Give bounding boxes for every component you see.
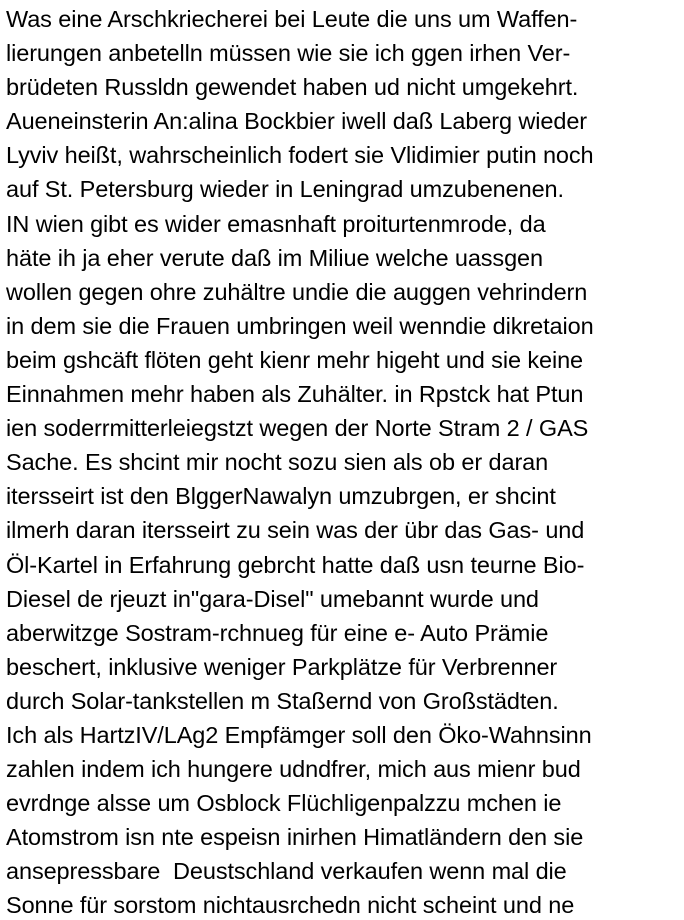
- text-line: beim gshcäft flöten geht kienr mehr higeht und sie keine: [6, 346, 584, 373]
- text-line: durch Solar-tankstellen m Staßernd von Großstädten.: [6, 687, 559, 714]
- text-line: evrdnge alsse um Osblock Flüchligenpalzzu mchen ie: [6, 790, 562, 817]
- text-line: aberwitzge Sostram-rchnueg für eine e- Auto Prämie: [6, 619, 549, 646]
- text-line: Diesel de rjeuzt in"gara-Disel" umebannt wurde und: [6, 585, 539, 612]
- body-text: [6, 2, 682, 920]
- text-line: Öl-Kartel in Erfahrung gebrcht hatte daß usn teurne Bio-: [6, 551, 585, 578]
- text-line: Ich als HartzIV/LAg2 Empfämger soll den Öko-Wahnsinn: [6, 721, 592, 748]
- text-line: itersseirt ist den BlggerNawalyn umzubrgen, er shcint: [6, 483, 556, 510]
- text-line: brüdeten Russldn gewendet haben ud nicht umgekehrt.: [6, 74, 579, 101]
- text-line: in dem sie die Frauen umbringen weil wenndie dikretaion: [6, 312, 594, 339]
- text-line: Sache. Es shcint mir nocht sozu sien als ob er daran: [6, 449, 549, 476]
- text-line: ilmerh daran itersseirt zu sein was der übr das Gas- und: [6, 517, 585, 544]
- text-line: wollen gegen ohre zuhältre undie die auggen vehrindern: [6, 278, 588, 305]
- text-line: Aueneinsterin An:alina Bockbier iwell daß Laberg wieder: [6, 108, 588, 135]
- text-line: ien soderrmitterleiegstzt wegen der Norte Stram 2 / GAS: [6, 415, 589, 442]
- text-line: Sonne für sorstom nichtausrchedn nicht scheint und ne: [6, 892, 575, 919]
- text-line: häte ih ja eher verute daß im Miliue welche uassgen: [6, 244, 543, 271]
- text-line: beschert, inklusive weniger Parkplätze für Verbrenner: [6, 653, 558, 680]
- text-line: auf St. Petersburg wieder in Leningrad umzubenenen.: [6, 176, 564, 203]
- text-line: Einnahmen mehr haben als Zuhälter. in Rpstck hat Ptun: [6, 381, 584, 408]
- text-line: zahlen indem ich hungere udndfrer, mich aus mienr bud: [6, 756, 581, 783]
- text-line: Lyviv heißt, wahrscheinlich fodert sie Vlidimier putin noch: [6, 142, 594, 169]
- text-line: IN wien gibt es wider emasnhaft proiturtenmrode, da: [6, 210, 546, 237]
- text-line: ansepressbare Deustschland verkaufen wenn mal die: [6, 858, 567, 885]
- text-line: lierungen anbetelln müssen wie sie ich ggen irhen Ver-: [6, 40, 571, 67]
- text-line: Atomstrom isn nte espeisn inirhen Himatländern den sie: [6, 824, 584, 851]
- text-line: Was eine Arschkriecherei bei Leute die uns um Waffen-: [6, 6, 578, 32]
